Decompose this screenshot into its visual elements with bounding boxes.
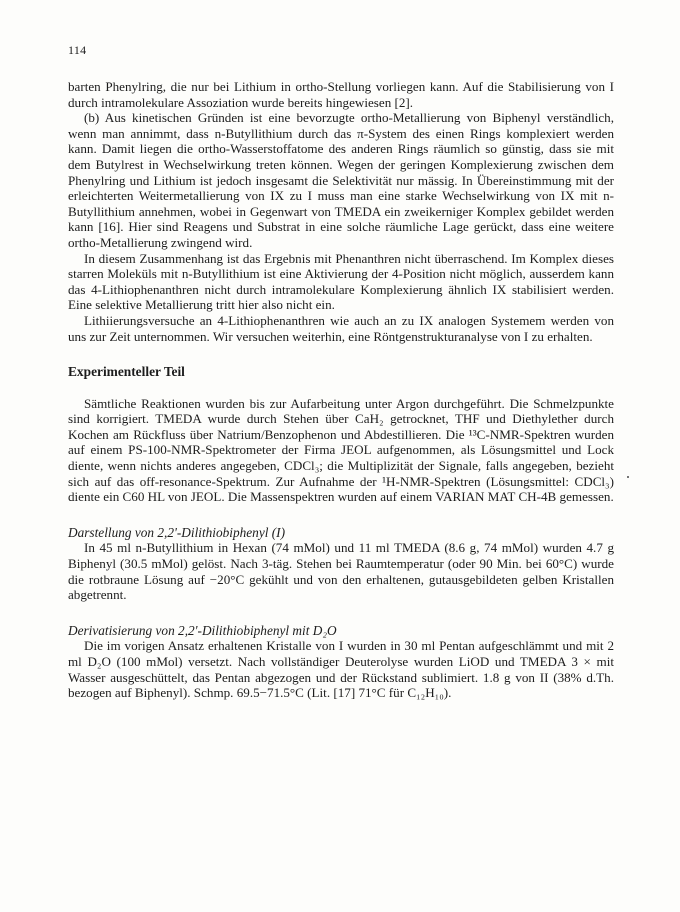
page-body bbox=[68, 79, 614, 701]
page-number: 114 bbox=[68, 43, 87, 57]
paragraph-kinetic-reasons: (b) Aus kinetischen Gründen ist eine bevorzugte ortho-Metallierung von Biphenyl verständlich, wenn man annimmt, dass n-Butyllithium durch das π-System des einen Rings komplexiert werden kann. Damit liegen die ortho-Wasserstoffatome des anderen Rings räumlich so günstig, dass sie mit dem Butylrest in Wechselwirkung treten können. Wegen der geringen Komplexierung zwischen dem Phenylring und Lithium ist jedoch insgesamt die Selektivität nur mässig. In Übereinstimmung mit der erleichterten Weitermetallierung von IX zu I muss man eine starke Wechselwirkung von IX mit n-Butyllithium annehmen, wobei in Gegenwart von TMEDA ein zweikerniger Komplex gebildet werden kann [16]. Hier sind Reagens und Substrat in eine solche räumliche Lage gerückt, dass eine weitere ortho-Metallierung zwingend wird. bbox=[68, 110, 614, 250]
section-heading-experimental: Experimenteller Teil bbox=[68, 364, 185, 380]
subheading-dilithiobiphenyl: Darstellung von 2,2'-Dilithiobiphenyl (I) bbox=[68, 524, 286, 540]
paragraph-general-methods: Sämtliche Reaktionen wurden bis zur Aufarbeitung unter Argon durchgeführt. Die Schmelzpunkte sind korrigiert. TMEDA wurde durch Stehen über CaH₂ getrocknet, THF und Diethylether durch Kochen am Rückfluss über Natrium/Benzophenon und Abdestillieren. Die ¹³C-NMR-Spektren wurden auf einem PS-100-NMR-Spektrometer der Firma JEOL aufgenommen, als Lösungsmittel und Lock diente, wenn nichts anderes angegeben, CDCl₃; die Multiplizität der Signale, falls angegeben, bezieht sich auf das off-resonance-Spektrum. Zur Aufnahme der ¹H-NMR-Spektren (Lösungsmittel: CDCl₃) diente ein C60 HL von JEOL. Die Massenspektren wurden auf einem VARIAN MAT CH-4B gemessen. bbox=[68, 395, 614, 505]
subheading-derivatization: Derivatisierung von 2,2'-Dilithiobiphenyl mit D₂O bbox=[68, 622, 337, 638]
paragraph-derivatization-procedure: Die im vorigen Ansatz erhaltenen Kristalle von I wurden in 30 ml Pentan aufgeschlämmt und mit 2 ml D₂O (100 mMol) versetzt. Nach vollständiger Deuterolyse wurden LiOD und TMEDA 3 × mit Wasser ausgeschüttelt, das Pentan abgezogen und der Rückstand sublimiert. 1.8 g von II (38% d.Th. bezogen auf Biphenyl). Schmp. 69.5−71.5°C (Lit. [17] 71°C für C₁₂H₁₀). bbox=[68, 638, 614, 701]
paragraph-dilithiobiphenyl-procedure: In 45 ml n-Butyllithium in Hexan (74 mMol) und 11 ml TMEDA (8.6 g, 74 mMol) wurden 4.7 g Biphenyl (30.5 mMol) gelöst. Nach 3-täg. Stehen bei Raumtemperatur (oder 90 Min. bei 60°C) wurde die rotbraune Lösung auf −20°C gekühlt und von den erhaltenen, gutausgebildeten gelben Kristallen abgetrennt. bbox=[68, 540, 614, 603]
paragraph-continuation: barten Phenylring, die nur bei Lithium in ortho-Stellung vorliegen kann. Auf die Stabilisierung von I durch intramolekulare Assoziation wurde bereits hingewiesen [2]. bbox=[68, 79, 614, 110]
paragraph-outlook: Lithiierungsversuche an 4-Lithiophenanthren wie auch an zu IX analogen Systemem werden von uns zur Zeit unternommen. Wir versuchen weiterhin, eine Röntgenstrukturanalyse von I zu erhalten. bbox=[68, 312, 614, 344]
paragraph-phenanthrene: In diesem Zusammenhang ist das Ergebnis mit Phenanthren nicht überraschend. Im Komplex dieses starren Moleküls mit n-Butyllithium ist eine Aktivierung der 4-Position nicht möglich, ausserdem kann das 4-Lithiophenanthren nicht durch intramolekulare Komplexierung ähnlich IX stabilisiert werden. Eine selektive Metallierung tritt hier also nicht ein. bbox=[68, 250, 614, 313]
scan-speck bbox=[627, 476, 629, 478]
